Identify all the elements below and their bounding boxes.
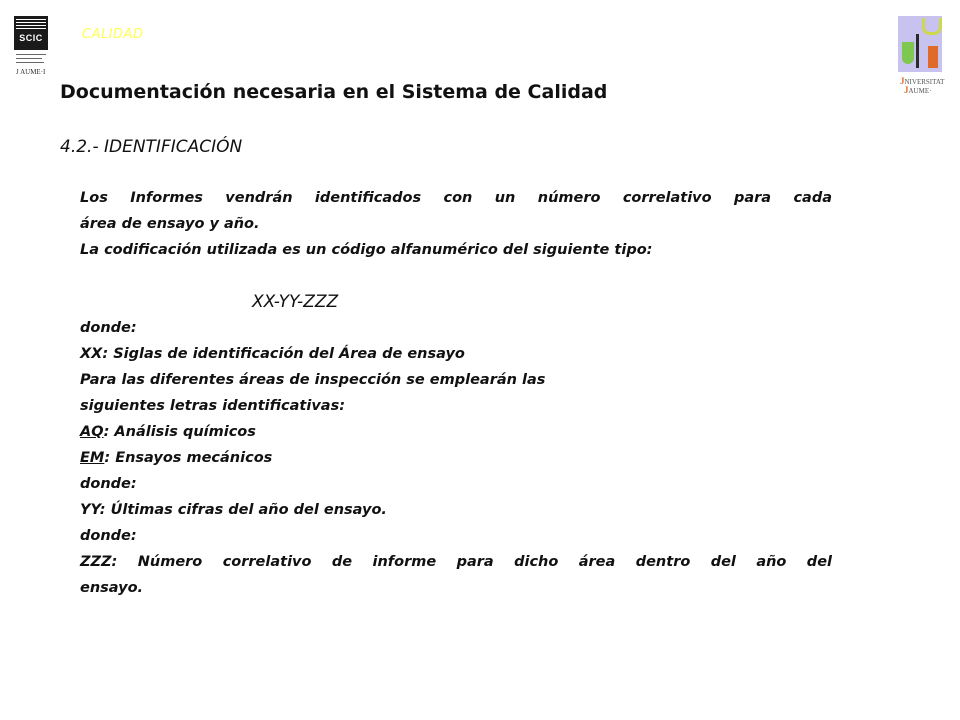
header-section-word: CALIDAD [82,27,144,42]
scic-logo-rule [16,58,42,59]
donde-label: donde: [80,476,137,492]
scic-logo [12,16,52,78]
intro-line-2: área de ensayo y año. [80,216,260,232]
body-text [80,185,832,601]
blank-line [80,263,832,289]
intro-line-3: La codificación utilizada es un código alfanumérico del siguiente tipo: [80,242,653,258]
em-entry [80,445,832,471]
aq-code: AQ [80,424,104,440]
yy-definition: YY: Últimas cifras del año del ensayo. [80,502,387,518]
xx-definition: XX: Siglas de identificación del Área de ensayo [80,346,465,362]
university-logo-i-shape [928,46,938,68]
donde-label: donde: [80,528,137,544]
intro-line-1: Los Informes vendrán identificados con un número correlativo para cada [80,190,832,206]
areas-line-2: siguientes letras identificativas: [80,398,345,414]
donde-label: donde: [80,320,137,336]
university-logo-bar [916,34,919,68]
code-format: XX-YY-ZZZ [252,292,339,312]
scic-logo-text: SCIC [19,33,43,43]
university-logo [892,14,952,94]
university-logo-name-line2: JAUME· [904,85,932,95]
aq-description: : Análisis químicos [103,424,256,440]
em-description: : Ensayos mecánicos [104,450,273,466]
em-code: EM [80,450,105,466]
scic-logo-stripes [16,19,46,29]
page-title: Documentación necesaria en el Sistema de Calidad [60,81,608,103]
zzz-definition-line-2: ensayo. [80,580,144,596]
areas-line-1: Para las diferentes áreas de inspección se emplearán las [80,372,546,388]
university-logo-j-shape [902,42,914,64]
university-logo-u-shape [922,18,942,35]
scic-logo-rule [16,54,46,55]
university-logo-name-line1: JNIVERSITAT [900,76,945,86]
section-heading: 4.2.- IDENTIFICACIÓN [60,137,243,157]
scic-logo-mark: J AUME·I [16,68,46,76]
scic-logo-rule [16,62,44,63]
aq-entry [80,419,832,445]
zzz-definition-line-1: ZZZ: Número correlativo de informe para dicho área dentro del año del [80,554,832,570]
